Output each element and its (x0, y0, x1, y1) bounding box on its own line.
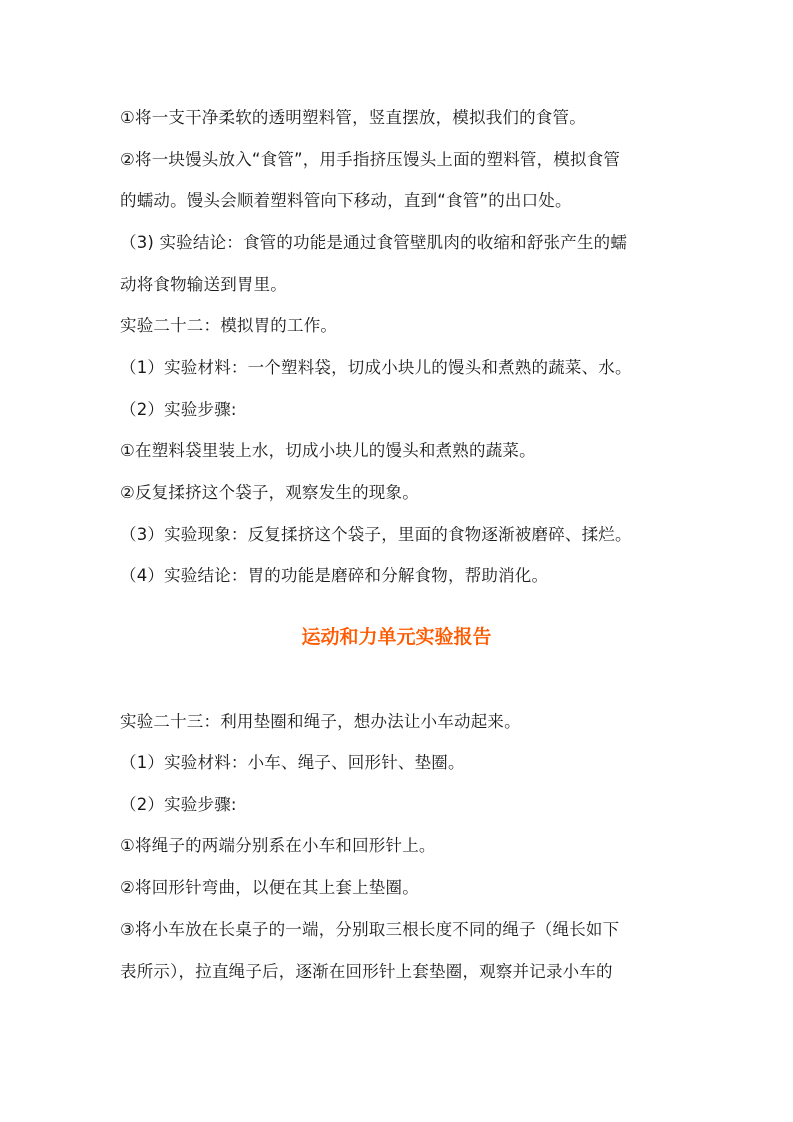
step-line: ②反复揉挤这个袋子，观察发生的现象。 (120, 483, 419, 502)
conclusion-line: （4）实验结论：胃的功能是磨碎和分解食物，帮助消化。 (120, 566, 549, 585)
materials-line: （1）实验材料：小车、绳子、回形针、垫圈。 (120, 753, 465, 772)
conclusion-line: 动将食物输送到胃里。 (120, 275, 287, 294)
experiment-title: 实验二十三：利用垫圈和绳子，想办法让小车动起来。 (120, 712, 521, 731)
conclusion-line: （3) 实验结论：食管的功能是通过食管壁肌肉的收缩和舒张产生的蠕 (120, 233, 628, 252)
experiment-title: 实验二十二：模拟胃的工作。 (120, 316, 338, 335)
step-line: 表所示），拉直绳子后，逐渐在回形针上套垫圈，观察并记录小车的 (120, 962, 613, 981)
steps-label: （2）实验步骤: (120, 400, 237, 419)
step-line: ①将一支干净柔软的透明塑料管，竖直摆放，模拟我们的食管。 (120, 108, 586, 127)
section-heading: 运动和力单元实验报告 (301, 626, 492, 648)
phenomenon-line: （3）实验现象：反复揉挤这个袋子，里面的食物逐渐被磨碎、揉烂。 (120, 525, 632, 544)
step-line: ②将一块馒头放入“食管”，用手指挤压馒头上面的塑料管，模拟食管 (120, 150, 621, 169)
steps-label: （2）实验步骤: (120, 795, 237, 814)
materials-line: （1）实验材料：一个塑料袋，切成小块儿的馒头和煮熟的蔬菜、水。 (120, 358, 632, 377)
step-line: ②将回形针弯曲，以便在其上套上垫圈。 (120, 878, 419, 897)
step-line: ①将绳子的两端分别系在小车和回形针上。 (120, 836, 436, 855)
step-line: ③将小车放在长桌子的一端，分别取三根长度不同的绳子（绳长如下 (120, 920, 620, 939)
step-line: ①在塑料袋里装上水，切成小块儿的馒头和煮熟的蔬菜。 (120, 441, 536, 460)
step-line: 的蠕动。馒头会顺着塑料管向下移动，直到“食管”的出口处。 (120, 191, 572, 210)
